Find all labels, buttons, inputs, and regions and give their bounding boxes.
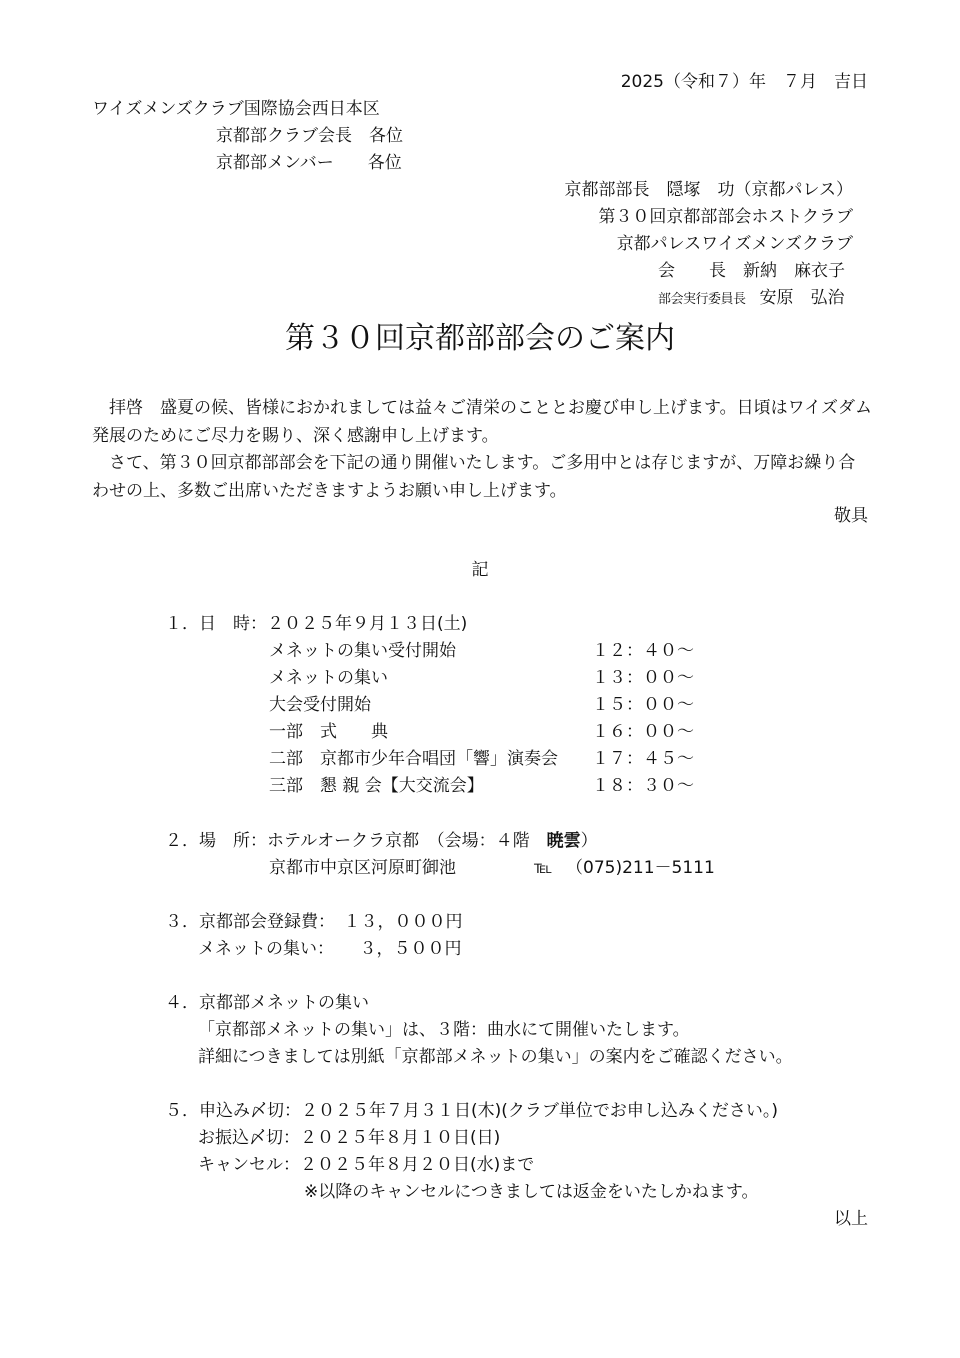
- closing-ijou: 以上: [834, 1209, 868, 1229]
- venue-address: 京都市中京区河原町御池: [269, 858, 456, 878]
- item4-menette-gathering: ４．京都部メネットの集い: [165, 993, 369, 1013]
- venue-close: ）: [580, 831, 598, 851]
- item5-application-deadline: ５．申込み〆切：２０２５年７月３１日(木)(クラブ単位でお申し込みください。): [165, 1101, 779, 1121]
- cancel-deadline: キャンセル：２０２５年８月２０日(水)まで: [198, 1155, 535, 1175]
- schedule-time: １３：００～: [592, 668, 694, 688]
- recipient-org: ワイズメンズクラブ国際協会西日本区: [92, 99, 380, 119]
- sender-committee-chair: [658, 290, 845, 307]
- item1-datetime: １．日 時：２０２５年９月１３日(土): [165, 614, 468, 634]
- menette-location: 「京都部メネットの集い」は、３階：曲水にて開催いたします。: [198, 1020, 690, 1040]
- sender-district-head: 京都部部長 隠塚 功（京都パレス）: [564, 180, 853, 200]
- committee-chair-title: 部会実行委員長: [658, 292, 746, 307]
- sender-president: 会 長 新納 麻衣子: [658, 261, 845, 281]
- schedule-time: １６：００～: [592, 722, 694, 742]
- schedule-label: 三部 懇 親 会【大交流会】: [269, 776, 484, 796]
- page-title: 第３０回京都部部会のご案内: [285, 321, 675, 356]
- item2-venue: [165, 833, 598, 850]
- payment-deadline: お振込〆切：２０２５年８月１０日(日): [198, 1128, 501, 1148]
- ki-marker: 記: [471, 560, 489, 580]
- schedule-label: 大会受付開始: [269, 695, 371, 715]
- venue-hall: 暁雲: [546, 831, 581, 851]
- menette-details: 詳細につきましては別紙「京都部メネットの集い」の案内をご確認ください。: [198, 1047, 793, 1067]
- recipient-members: 京都部メンバー 各位: [216, 153, 402, 173]
- schedule-label: 二部 京都市少年合唱団「響」演奏会: [269, 749, 558, 769]
- tel-label: ℡: [534, 858, 553, 878]
- committee-chair-name: 安原 弘治: [759, 288, 845, 308]
- tel-number: （075)211－5111: [566, 858, 715, 878]
- schedule-time: １２：４０～: [592, 641, 694, 661]
- item3-registration-fee: ３．京都部会登録費： １３，０００円: [165, 912, 463, 932]
- closing-keigu: 敬具: [834, 506, 868, 526]
- greeting-paragraph: 拝啓 盛夏の候、皆様におかれましては益々ご清栄のこととお慶び申し上げます。日頃はワイズダム発展のためにご尽力を賜り、深く感謝申し上げます。: [92, 398, 872, 446]
- issue-date: 2025（令和７）年 ７月 吉日: [620, 72, 868, 92]
- schedule-label: メネットの集い受付開始: [269, 641, 456, 661]
- body-text: [92, 395, 872, 505]
- recipient-club-presidents: 京都部クラブ会長 各位: [216, 126, 403, 146]
- schedule-time: １７：４５～: [592, 749, 694, 769]
- sender-club-name: 京都パレスワイズメンズクラブ: [616, 234, 853, 254]
- schedule-label: メネットの集い: [269, 668, 388, 688]
- venue-head: ２．場 所：ホテルオークラ京都 （会場：４階: [165, 831, 547, 851]
- schedule-time: １５：００～: [592, 695, 694, 715]
- cancel-note: ※以降のキャンセルにつきましては返金をいたしかねます。: [304, 1182, 759, 1202]
- sender-host-club: 第３０回京都部部会ホストクラブ: [598, 207, 853, 227]
- menette-fee: メネットの集い： ３，５００円: [198, 939, 462, 959]
- schedule-time: １８：３０～: [592, 776, 694, 796]
- invitation-paragraph: さて、第３０回京都部部会を下記の通り開催いたします。ご多用中とは存じますが、万障お繰り合わせの上、多数ご出席いただきますようお願い申し上げます。: [92, 453, 856, 501]
- schedule-label: 一部 式 典: [269, 722, 388, 742]
